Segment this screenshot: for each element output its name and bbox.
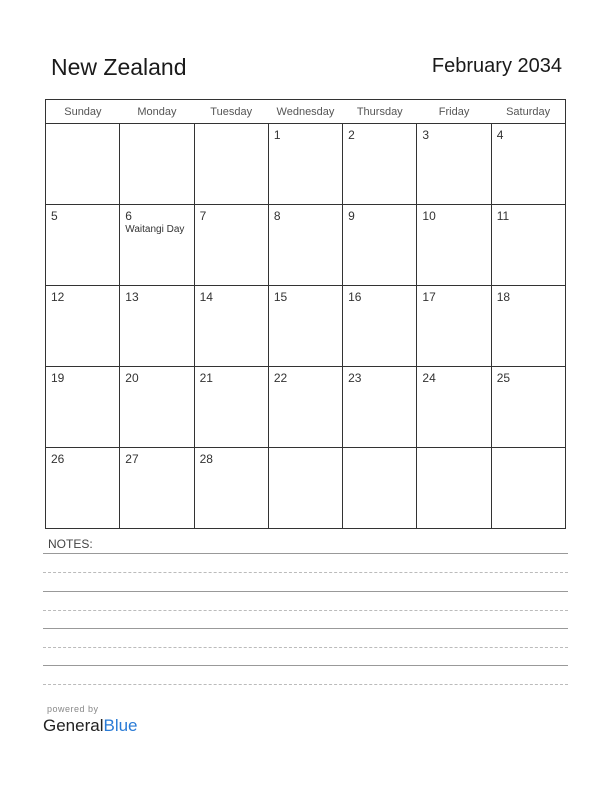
calendar-grid [45, 99, 566, 529]
day-number: 25 [496, 371, 511, 385]
day-number: 10 [422, 209, 436, 223]
weekday-header: Monday [120, 100, 194, 124]
weekday-header: Tuesday [194, 100, 268, 124]
country-title: New Zealand [51, 54, 187, 80]
day-cell [417, 448, 491, 529]
day-number: 24 [422, 371, 436, 385]
day-number: 14 [199, 290, 213, 304]
notes-line [43, 591, 568, 592]
day-number: 15 [273, 290, 288, 304]
day-cell [343, 448, 417, 529]
weekday-header: Wednesday [268, 100, 342, 124]
day-number: 19 [51, 371, 65, 385]
day-number: 20 [125, 371, 139, 385]
day-cell [46, 205, 120, 286]
powered-by-text: powered by [47, 704, 99, 714]
day-number: 9 [348, 209, 355, 223]
day-number: 2 [348, 128, 355, 142]
day-cell [343, 286, 417, 367]
notes-line [43, 610, 568, 611]
day-cell [46, 448, 120, 529]
notes-line [43, 665, 568, 666]
day-cell [491, 367, 565, 448]
day-number: 21 [199, 371, 213, 385]
day-number: 23 [348, 371, 362, 385]
day-cell [194, 124, 268, 205]
generalblue-logo [43, 716, 138, 736]
day-cell [46, 124, 120, 205]
day-cell [343, 124, 417, 205]
weekday-header: Saturday [491, 100, 565, 124]
day-cell [120, 124, 194, 205]
day-number: 7 [199, 209, 207, 223]
day-number: 3 [422, 128, 430, 142]
week-row [46, 367, 566, 448]
week-row [46, 286, 566, 367]
day-number: 8 [273, 209, 281, 223]
notes-line [43, 684, 568, 685]
day-cell [120, 448, 194, 529]
notes-line [43, 628, 568, 629]
day-cell [491, 448, 565, 529]
day-number: 6 [125, 209, 132, 223]
day-number: 1 [273, 128, 281, 142]
day-cell [46, 286, 120, 367]
weekday-header: Sunday [46, 100, 120, 124]
day-cell [268, 124, 342, 205]
day-number: 18 [496, 290, 511, 304]
day-cell [491, 124, 565, 205]
day-number: 12 [51, 290, 65, 304]
day-cell [417, 367, 491, 448]
month-title: February 2034 [431, 55, 562, 77]
day-cell [268, 205, 342, 286]
notes-line [43, 553, 568, 554]
day-cell [120, 286, 194, 367]
day-cell [194, 367, 268, 448]
day-number: 13 [125, 290, 139, 304]
day-cell [194, 448, 268, 529]
day-number: 22 [273, 371, 288, 385]
day-cell [268, 448, 342, 529]
notes-label: NOTES: [48, 537, 93, 551]
day-number: 26 [51, 452, 65, 466]
notes-line [43, 572, 568, 573]
day-cell [194, 205, 268, 286]
day-number: 17 [422, 290, 436, 304]
day-cell [343, 367, 417, 448]
weekday-header-row [46, 100, 566, 124]
holiday-label: Waitangi Day [125, 224, 185, 235]
day-cell [268, 367, 342, 448]
day-cell [194, 286, 268, 367]
day-cell [417, 205, 491, 286]
day-cell [46, 367, 120, 448]
week-row [46, 448, 566, 529]
weekday-header: Friday [417, 100, 491, 124]
day-cell [417, 124, 491, 205]
week-row [46, 124, 566, 205]
week-row [46, 205, 566, 286]
day-cell [491, 286, 565, 367]
day-number: 27 [125, 452, 139, 466]
day-cell [120, 367, 194, 448]
day-number: 5 [51, 209, 58, 223]
day-cell [491, 205, 565, 286]
notes-line [43, 647, 568, 648]
logo-blue: Blue [103, 716, 138, 735]
logo-general: General [43, 716, 104, 735]
day-number: 4 [496, 128, 504, 142]
day-number: 16 [348, 290, 362, 304]
day-number: 11 [496, 209, 510, 223]
weekday-header: Thursday [343, 100, 417, 124]
day-cell [120, 205, 194, 286]
day-cell [343, 205, 417, 286]
day-cell [417, 286, 491, 367]
day-cell [268, 286, 342, 367]
day-number: 28 [199, 452, 213, 466]
